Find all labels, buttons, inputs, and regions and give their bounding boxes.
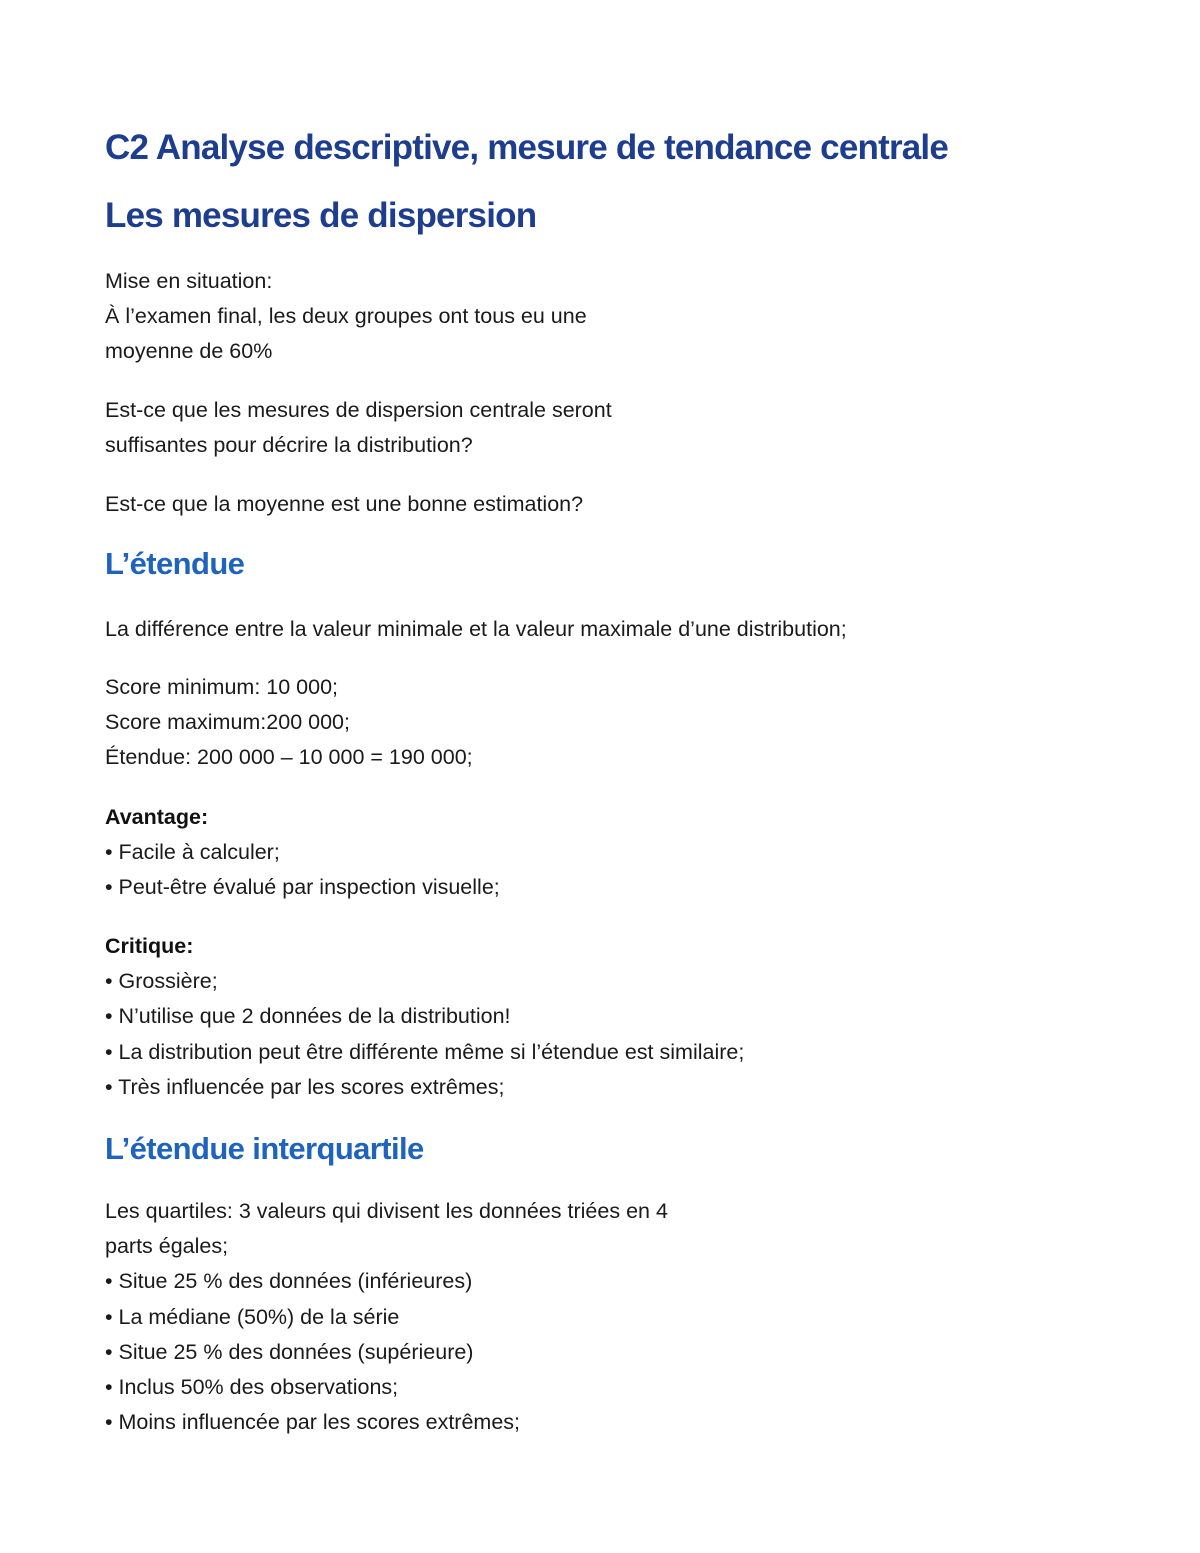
avantage-label: Avantage: <box>105 805 209 829</box>
intro-line: Mise en situation: <box>105 269 273 293</box>
critique-label: Critique: <box>105 934 194 958</box>
list-item: • Situe 25 % des données (inférieures) <box>105 1269 473 1294</box>
list-item: • Facile à calculer; <box>105 840 280 865</box>
list-item: • Moins influencée par les scores extrêmes; <box>105 1410 521 1435</box>
intro-line: À l’examen final, les deux groupes ont tous eu une <box>105 304 587 329</box>
example-line: Étendue: 200 000 – 10 000 = 190 000; <box>105 745 473 770</box>
question-line: suffisantes pour décrire la distribution? <box>105 433 473 458</box>
interquartile-paragraph <box>105 1194 668 1440</box>
list-item: • Très influencée par les scores extrêmes; <box>105 1074 505 1099</box>
intro-paragraph <box>105 264 587 370</box>
interquartile-line: parts égales; <box>105 1234 229 1259</box>
interquartile-line: Les quartiles: 3 valeurs qui divisent les données triées en 4 <box>105 1199 668 1223</box>
page-title: C2 Analyse descriptive, mesure de tendance centrale <box>105 128 949 167</box>
etendue-definition <box>105 612 847 647</box>
section-title-interquartile: L’étendue interquartile <box>105 1131 424 1166</box>
section-title-etendue: L’étendue <box>105 546 245 581</box>
intro-line: moyenne de 60% <box>105 339 273 364</box>
list-item: • Grossière; <box>105 969 218 994</box>
list-item: • La médiane (50%) de la série <box>105 1304 400 1329</box>
question-line: Est-ce que les mesures de dispersion centrale seront <box>105 398 612 422</box>
definition-line: La différence entre la valeur minimale et la valeur maximale d’une distribution; <box>105 617 847 641</box>
question-paragraph-2 <box>105 487 583 522</box>
list-item: • Peut-être évalué par inspection visuelle; <box>105 875 500 900</box>
list-item: • Inclus 50% des observations; <box>105 1374 399 1399</box>
critique-block <box>105 929 744 1105</box>
question-paragraph-1 <box>105 393 612 463</box>
list-item: • Situe 25 % des données (supérieure) <box>105 1339 474 1364</box>
list-item: • La distribution peut être différente même si l’étendue est similaire; <box>105 1039 745 1064</box>
question-line: Est-ce que la moyenne est une bonne estimation? <box>105 492 584 516</box>
list-item: • N’utilise que 2 données de la distribution! <box>105 1004 511 1029</box>
section-title-dispersion: Les mesures de dispersion <box>105 196 537 235</box>
avantage-block <box>105 800 500 906</box>
example-line: Score minimum: 10 000; <box>105 675 339 699</box>
example-line: Score maximum:200 000; <box>105 710 350 735</box>
etendue-example <box>105 670 473 776</box>
